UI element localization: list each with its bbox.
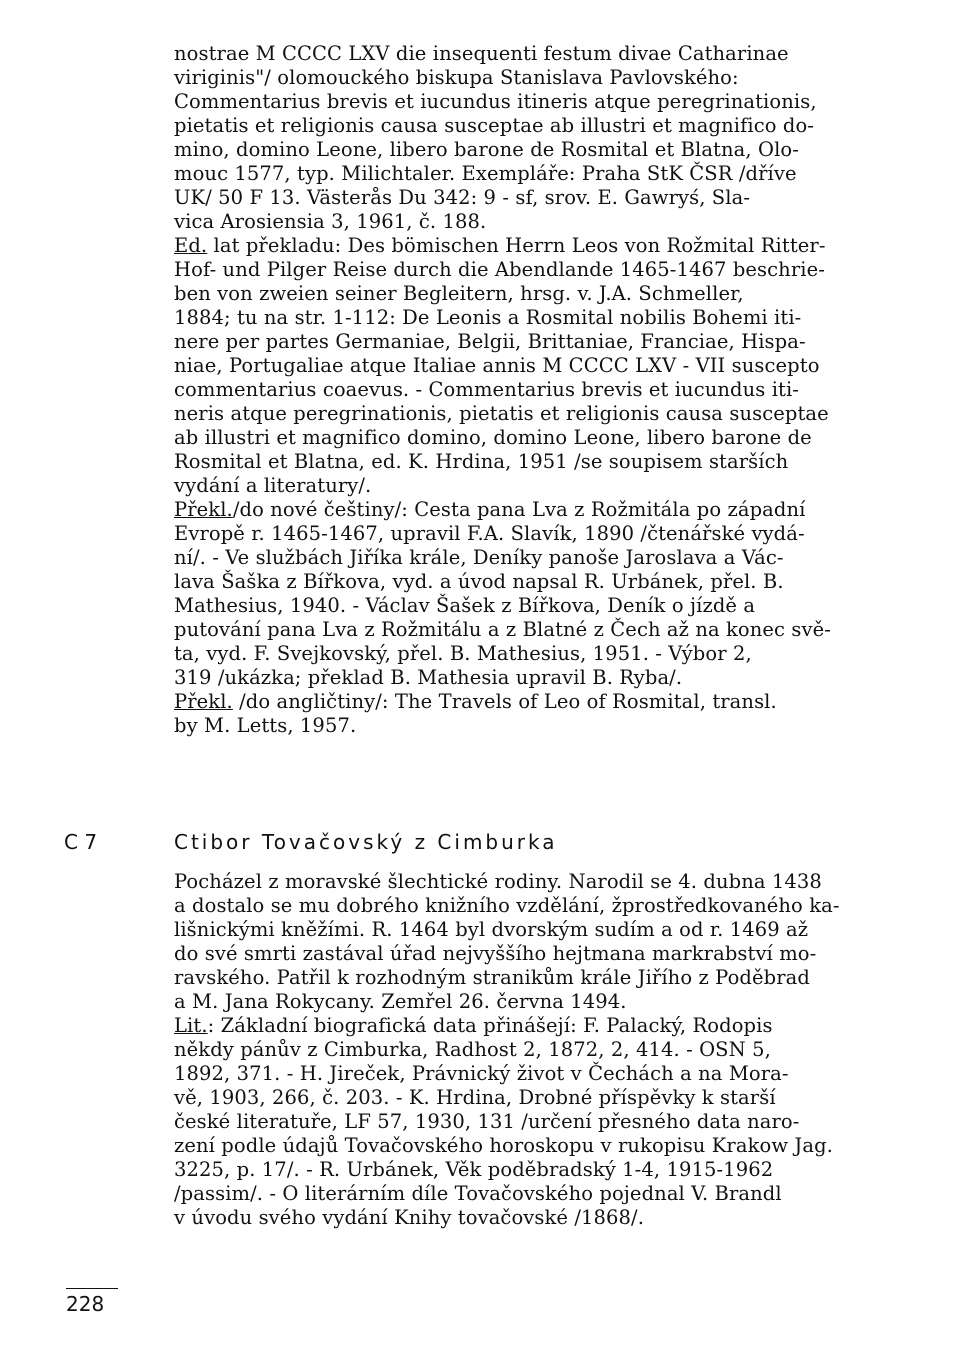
text-line: ben von zweien seiner Begleitern, hrsg. v. J.A. Schmeller, [174, 282, 744, 305]
text-line: UK/ 50 F 13. Västerås Du 342: 9 - sf, srov. E. Gawryś, Sla- [174, 186, 751, 209]
translation-line [174, 498, 894, 522]
edition-label: Ed. [174, 234, 208, 257]
text-line: ní/. - Ve službách Jiříka krále, Deníky panoše Jaroslava a Vác- [174, 546, 784, 569]
text-line: lišnickými kněžími. R. 1464 byl dvorským sudím a od r. 1469 až [174, 918, 809, 941]
text-line: niae, Portugaliae atque Italiae annis M CCCC LXV - VII suscepto [174, 354, 820, 377]
text-line: mino, domino Leone, libero barone de Rosmital et Blatna, Olo- [174, 138, 799, 161]
text-line: v úvodu svého vydání Knihy tovačovské /1868/. [174, 1206, 645, 1229]
text-line: ta, vyd. F. Svejkovský, přel. B. Mathesius, 1951. - Výbor 2, [174, 642, 752, 665]
entry-title: Ctibor Tovačovský z Cimburka [174, 830, 558, 854]
page-number-rule [66, 1288, 118, 1289]
translation-text: /do angličtiny/: The Travels of Leo of Rosmital, transl. [232, 690, 777, 713]
text-line: vydání a literatury/. [174, 474, 372, 497]
text-line: 1892, 371. - H. Jireček, Právnický život v Čechách a na Mora- [174, 1062, 789, 1085]
page-number: 228 [66, 1292, 105, 1316]
text-line: 3225, p. 17/. - R. Urbánek, Věk poděbradský 1-4, 1915-1962 [174, 1158, 774, 1181]
translation-label: Překl. [174, 690, 233, 713]
text-line: ab illustri et magnifico domino, domino Leone, libero barone de [174, 426, 812, 449]
text-line: putování pana Lva z Rožmitálu a z Blatné z Čech až na konec svě- [174, 618, 831, 641]
text-line: pietatis et religionis causa susceptae ab illustri et magnifico do- [174, 114, 814, 137]
text-line: někdy pánův z Cimburka, Radhost 2, 1872, 2, 414. - OSN 5, [174, 1038, 771, 1061]
text-line: mouc 1577, typ. Milichtaler. Exempláře: Praha StK ČSR /dříve [174, 162, 797, 185]
text-line: ravského. Patřil k rozhodným stranikům krále Jiřího z Poděbrad [174, 966, 810, 989]
edition-line [174, 234, 894, 258]
translation-text: /do nové češtiny/: Cesta pana Lva z Rožmitála po západní [232, 498, 806, 521]
translation-label: Překl. [174, 498, 233, 521]
text-line: české literatuře, LF 57, 1930, 131 /určení přesného data naro- [174, 1110, 800, 1133]
text-line: viriginis"/ olomouckého biskupa Stanislava Pavlovského: [174, 66, 739, 89]
text-line: 319 /ukázka; překlad B. Mathesia upravil B. Ryba/. [174, 666, 683, 689]
literature-text: : Základní biografická data přinášejí: F. Palacký, Rodopis [207, 1014, 773, 1037]
text-line: neris atque peregrinationis, pietatis et religionis causa susceptae [174, 402, 829, 425]
text-line: Evropě r. 1465-1467, upravil F.A. Slavík, 1890 /čtenářské vydá- [174, 522, 805, 545]
text-line: 1884; tu na str. 1-112: De Leonis a Rosmital nobilis Bohemi iti- [174, 306, 802, 329]
text-line: Rosmital et Blatna, ed. K. Hrdina, 1951 /se soupisem starších [174, 450, 789, 473]
text-line: nostrae M CCCC LXV die insequenti festum divae Catharinae [174, 42, 789, 65]
translation-line [174, 690, 894, 714]
text-line: Commentarius brevis et iucundus itineris atque peregrinationis, [174, 90, 817, 113]
text-line: /passim/. - O literárním díle Tovačovského pojednal V. Brandl [174, 1182, 782, 1205]
text-line: Hof- und Pilger Reise durch die Abendlande 1465-1467 beschrie- [174, 258, 825, 281]
text-line: by M. Letts, 1957. [174, 714, 357, 737]
text-line: vě, 1903, 266, č. 203. - K. Hrdina, Drobné příspěvky k starší [174, 1086, 776, 1109]
text-line: Pocházel z moravské šlechtické rodiny. Narodil se 4. dubna 1438 [174, 870, 822, 893]
entry-code: C 7 [64, 830, 98, 854]
text-line: lava Šaška z Bířkova, vyd. a úvod napsal R. Urbánek, přel. B. [174, 570, 784, 593]
text-line: Mathesius, 1940. - Václav Šašek z Bířkova, Deník o jízdě a [174, 594, 756, 617]
text-line: nere per partes Germaniae, Belgii, Brittaniae, Franciae, Hispa- [174, 330, 806, 353]
literature-label: Lit. [174, 1014, 208, 1037]
literature-line [174, 1014, 894, 1038]
text-line: vica Arosiensia 3, 1961, č. 188. [174, 210, 487, 233]
edition-text: lat překladu: Des bömischen Herrn Leos von Rožmital Ritter- [207, 234, 826, 257]
text-line: a M. Jana Rokycany. Zemřel 26. června 1494. [174, 990, 627, 1013]
text-line: commentarius coaevus. - Commentarius brevis et iucundus iti- [174, 378, 800, 401]
text-line: zení podle údajů Tovačovského horoskopu v rukopisu Krakow Jag. [174, 1134, 833, 1157]
text-line: a dostalo se mu dobrého knižního vzdělání, žprostředkovaného ka- [174, 894, 840, 917]
text-line: do své smrti zastával úřad nejvyššího hejtmana markrabství mo- [174, 942, 817, 965]
